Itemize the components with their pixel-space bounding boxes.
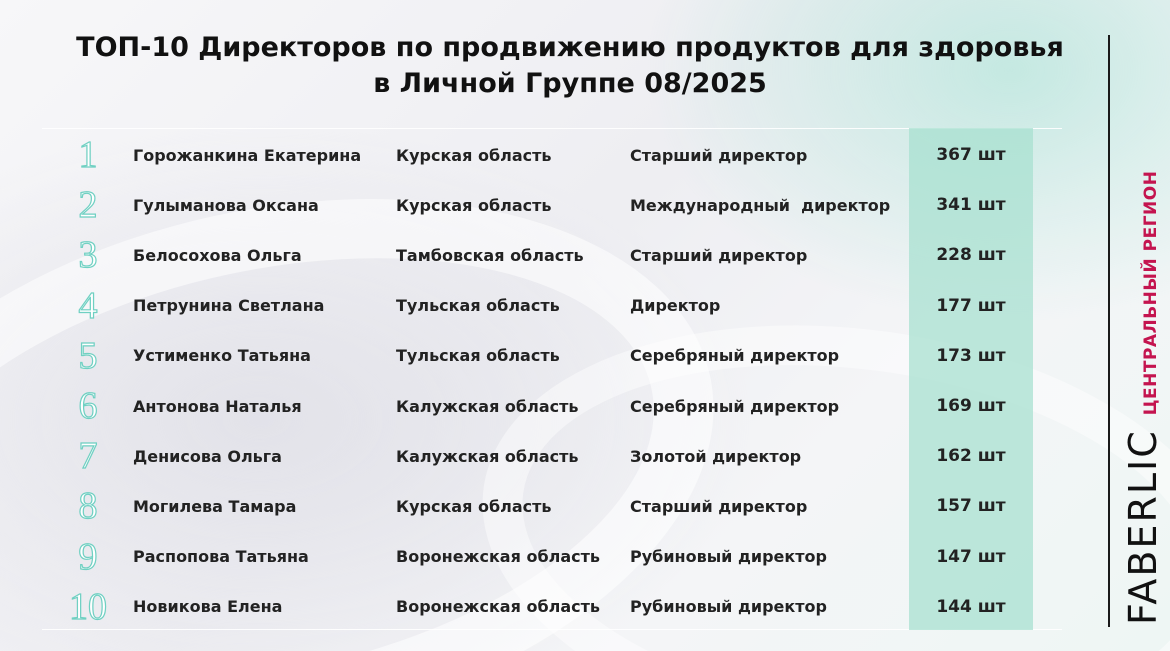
rank-number: 3 (78, 234, 98, 277)
director-title: Старший директор (630, 145, 808, 165)
director-title: Серебряный директор (630, 346, 840, 366)
director-region: Курская область (396, 195, 552, 215)
rank-number: 6 (78, 385, 98, 428)
table-row (0, 481, 1100, 531)
table-row (0, 532, 1100, 582)
director-region: Воронежская область (396, 597, 600, 617)
rank-number: 10 (69, 585, 107, 628)
product-quantity: 169 шт (936, 396, 1006, 417)
director-title: Старший директор (630, 245, 808, 265)
rank-number: 7 (78, 435, 98, 478)
director-title: Серебряный директор (630, 396, 840, 416)
product-quantity: 173 шт (936, 345, 1006, 366)
director-name: Могилева Тамара (133, 496, 297, 516)
product-quantity: 341 шт (936, 195, 1006, 216)
rank-number: 4 (78, 284, 98, 327)
rank-number: 9 (78, 535, 98, 578)
table-row (0, 130, 1100, 180)
table-row (0, 230, 1100, 280)
table-row (0, 180, 1100, 230)
director-name: Распопова Татьяна (133, 547, 309, 567)
vertical-divider (1108, 35, 1110, 627)
brand-block (1121, 171, 1165, 625)
director-title: Международный директор (630, 195, 891, 215)
director-name: Белосохова Ольга (133, 245, 302, 265)
director-title: Рубиновый директор (630, 547, 827, 567)
title-line-1: ТОП-10 Директоров по продвижению продуктов для здоровья (76, 32, 1064, 63)
director-region: Калужская область (396, 446, 579, 466)
title-line-2: в Личной Группе 08/2025 (373, 68, 767, 99)
rank-number: 1 (78, 134, 98, 177)
director-name: Новикова Елена (133, 597, 283, 617)
table-row (0, 431, 1100, 481)
table-row (0, 331, 1100, 381)
director-name: Антонова Наталья (133, 396, 302, 416)
product-quantity: 147 шт (936, 546, 1006, 567)
product-quantity: 162 шт (936, 446, 1006, 467)
director-region: Тамбовская область (396, 245, 584, 265)
product-quantity: 228 шт (936, 245, 1006, 266)
director-name: Устименко Татьяна (133, 346, 311, 366)
product-quantity: 177 шт (936, 295, 1006, 316)
director-title: Директор (630, 296, 721, 316)
director-title: Рубиновый директор (630, 597, 827, 617)
product-quantity: 144 шт (936, 596, 1006, 617)
ranking-table (0, 130, 1100, 632)
table-row (0, 582, 1100, 632)
director-region: Тульская область (396, 346, 560, 366)
director-name: Гулыманова Оксана (133, 195, 319, 215)
director-region: Тульская область (396, 296, 560, 316)
page-title (30, 30, 1110, 102)
director-region: Курская область (396, 145, 552, 165)
director-name: Денисова Ольга (133, 446, 282, 466)
faberlic-logo: FABERLIC (1121, 429, 1165, 625)
rank-number: 5 (78, 334, 98, 377)
region-label: ЦЕНТРАЛЬНЫЙ РЕГИОН (1141, 170, 1161, 416)
director-region: Калужская область (396, 396, 579, 416)
table-row (0, 381, 1100, 431)
director-region: Воронежская область (396, 547, 600, 567)
product-quantity: 367 шт (936, 145, 1006, 166)
director-title: Золотой директор (630, 446, 802, 466)
rank-number: 8 (78, 485, 98, 528)
product-quantity: 157 шт (936, 496, 1006, 517)
director-name: Петрунина Светлана (133, 296, 325, 316)
director-region: Курская область (396, 496, 552, 516)
director-name: Горожанкина Екатерина (133, 145, 362, 165)
table-row (0, 281, 1100, 331)
rank-number: 2 (78, 184, 98, 227)
director-title: Старший директор (630, 496, 808, 516)
